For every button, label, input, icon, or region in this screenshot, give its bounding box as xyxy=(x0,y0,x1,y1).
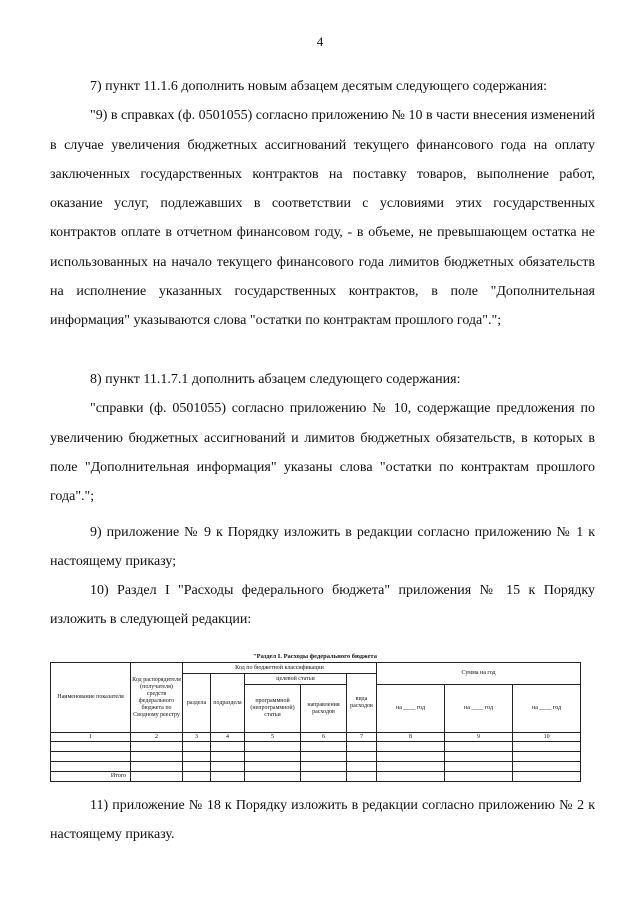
column-number: 8 xyxy=(377,733,445,742)
header-expense-type: вида расходов xyxy=(347,674,377,733)
paragraph-11: 11) приложение № 18 к Порядку изложить в редакции согласно приложению № 2 к настоящему приказу. xyxy=(50,798,595,843)
column-number: 9 xyxy=(445,733,513,742)
column-number: 3 xyxy=(183,733,211,742)
column-number: 6 xyxy=(301,733,347,742)
column-number: 4 xyxy=(211,733,245,742)
paragraph-9: 9) приложение № 9 к Порядку изложить в редакции согласно приложению № 1 к настоящему приказу; xyxy=(50,525,595,570)
paragraph-10: 10) Раздел I "Расходы федерального бюджета" приложения № 15 к Порядку изложить в следующей редакции: xyxy=(50,583,595,628)
header-year-1: на ____ год xyxy=(377,685,445,733)
header-program-item: программной (непрограммной) статьи xyxy=(245,685,301,733)
total-label: Итого xyxy=(51,772,131,782)
table-row xyxy=(51,742,581,752)
column-number: 5 xyxy=(245,733,301,742)
header-expense-direction: направления расходов xyxy=(301,685,347,733)
column-number: 7 xyxy=(347,733,377,742)
column-number: 2 xyxy=(131,733,183,742)
column-number: 1 xyxy=(51,733,131,742)
table-title: "Раздел I. Расходы федерального бюджета xyxy=(253,653,377,660)
header-year-3: на ____ год xyxy=(513,685,581,733)
table-row xyxy=(51,752,581,762)
expenses-table xyxy=(50,662,581,782)
header-year-2: на ____ год xyxy=(445,685,513,733)
paragraph-8-intro: 8) пункт 11.1.7.1 дополнить абзацем следующего содержания: xyxy=(90,372,461,387)
total-row xyxy=(51,772,581,782)
header-section: раздела xyxy=(183,674,211,733)
paragraph-7 xyxy=(50,72,595,336)
header-recipient-code: Код распорядителя (получателя) средств федерального бюджета по Сводному реестру xyxy=(131,663,183,733)
paragraph-7-quote: "9) в справках (ф. 0501055) согласно приложению № 10 в части внесения изменений в случае увеличения бюджетных ассигнований текущего финансового года на оплату заключенных государственных контрактов на поставку товаров, выполнение работ, оказание услуг, подлежавших в соответствии с условиями этих государственных контрактов оплате в отчетном финансовом году, - в объеме, не превышающем остатка не использованных на начало текущего финансового года лимитов бюджетных обязательств на исполнение указанных государственных контрактов, в поле "Дополнительная информация" указываются слова "остатки по контрактам прошлого года"."; xyxy=(50,108,595,329)
paragraph-8 xyxy=(50,365,595,511)
expenses-table-block xyxy=(50,652,580,782)
paragraph-7-intro: 7) пункт 11.1.6 дополнить новым абзацем десятым следующего содержания: xyxy=(90,79,548,94)
header-annual-sum: Сумма на год xyxy=(377,663,581,685)
header-indicator-name: Наименование показателя xyxy=(51,663,131,733)
page-number: 4 xyxy=(316,34,324,49)
table-row xyxy=(51,762,581,772)
header-subsection: подраздела xyxy=(211,674,245,733)
header-budget-class-code: Код по бюджетной классификации xyxy=(183,663,377,674)
paragraph-8-quote: "справки (ф. 0501055) согласно приложению № 10, содержащие предложения по увеличению бюджетных ассигнований и лимитов бюджетных обязательств, в которых в поле "Дополнительная информация" указаны слова "остатки по контрактам прошлого года"."; xyxy=(50,401,595,505)
header-target-item: целевой статьи xyxy=(245,674,347,685)
column-number: 10 xyxy=(513,733,581,742)
